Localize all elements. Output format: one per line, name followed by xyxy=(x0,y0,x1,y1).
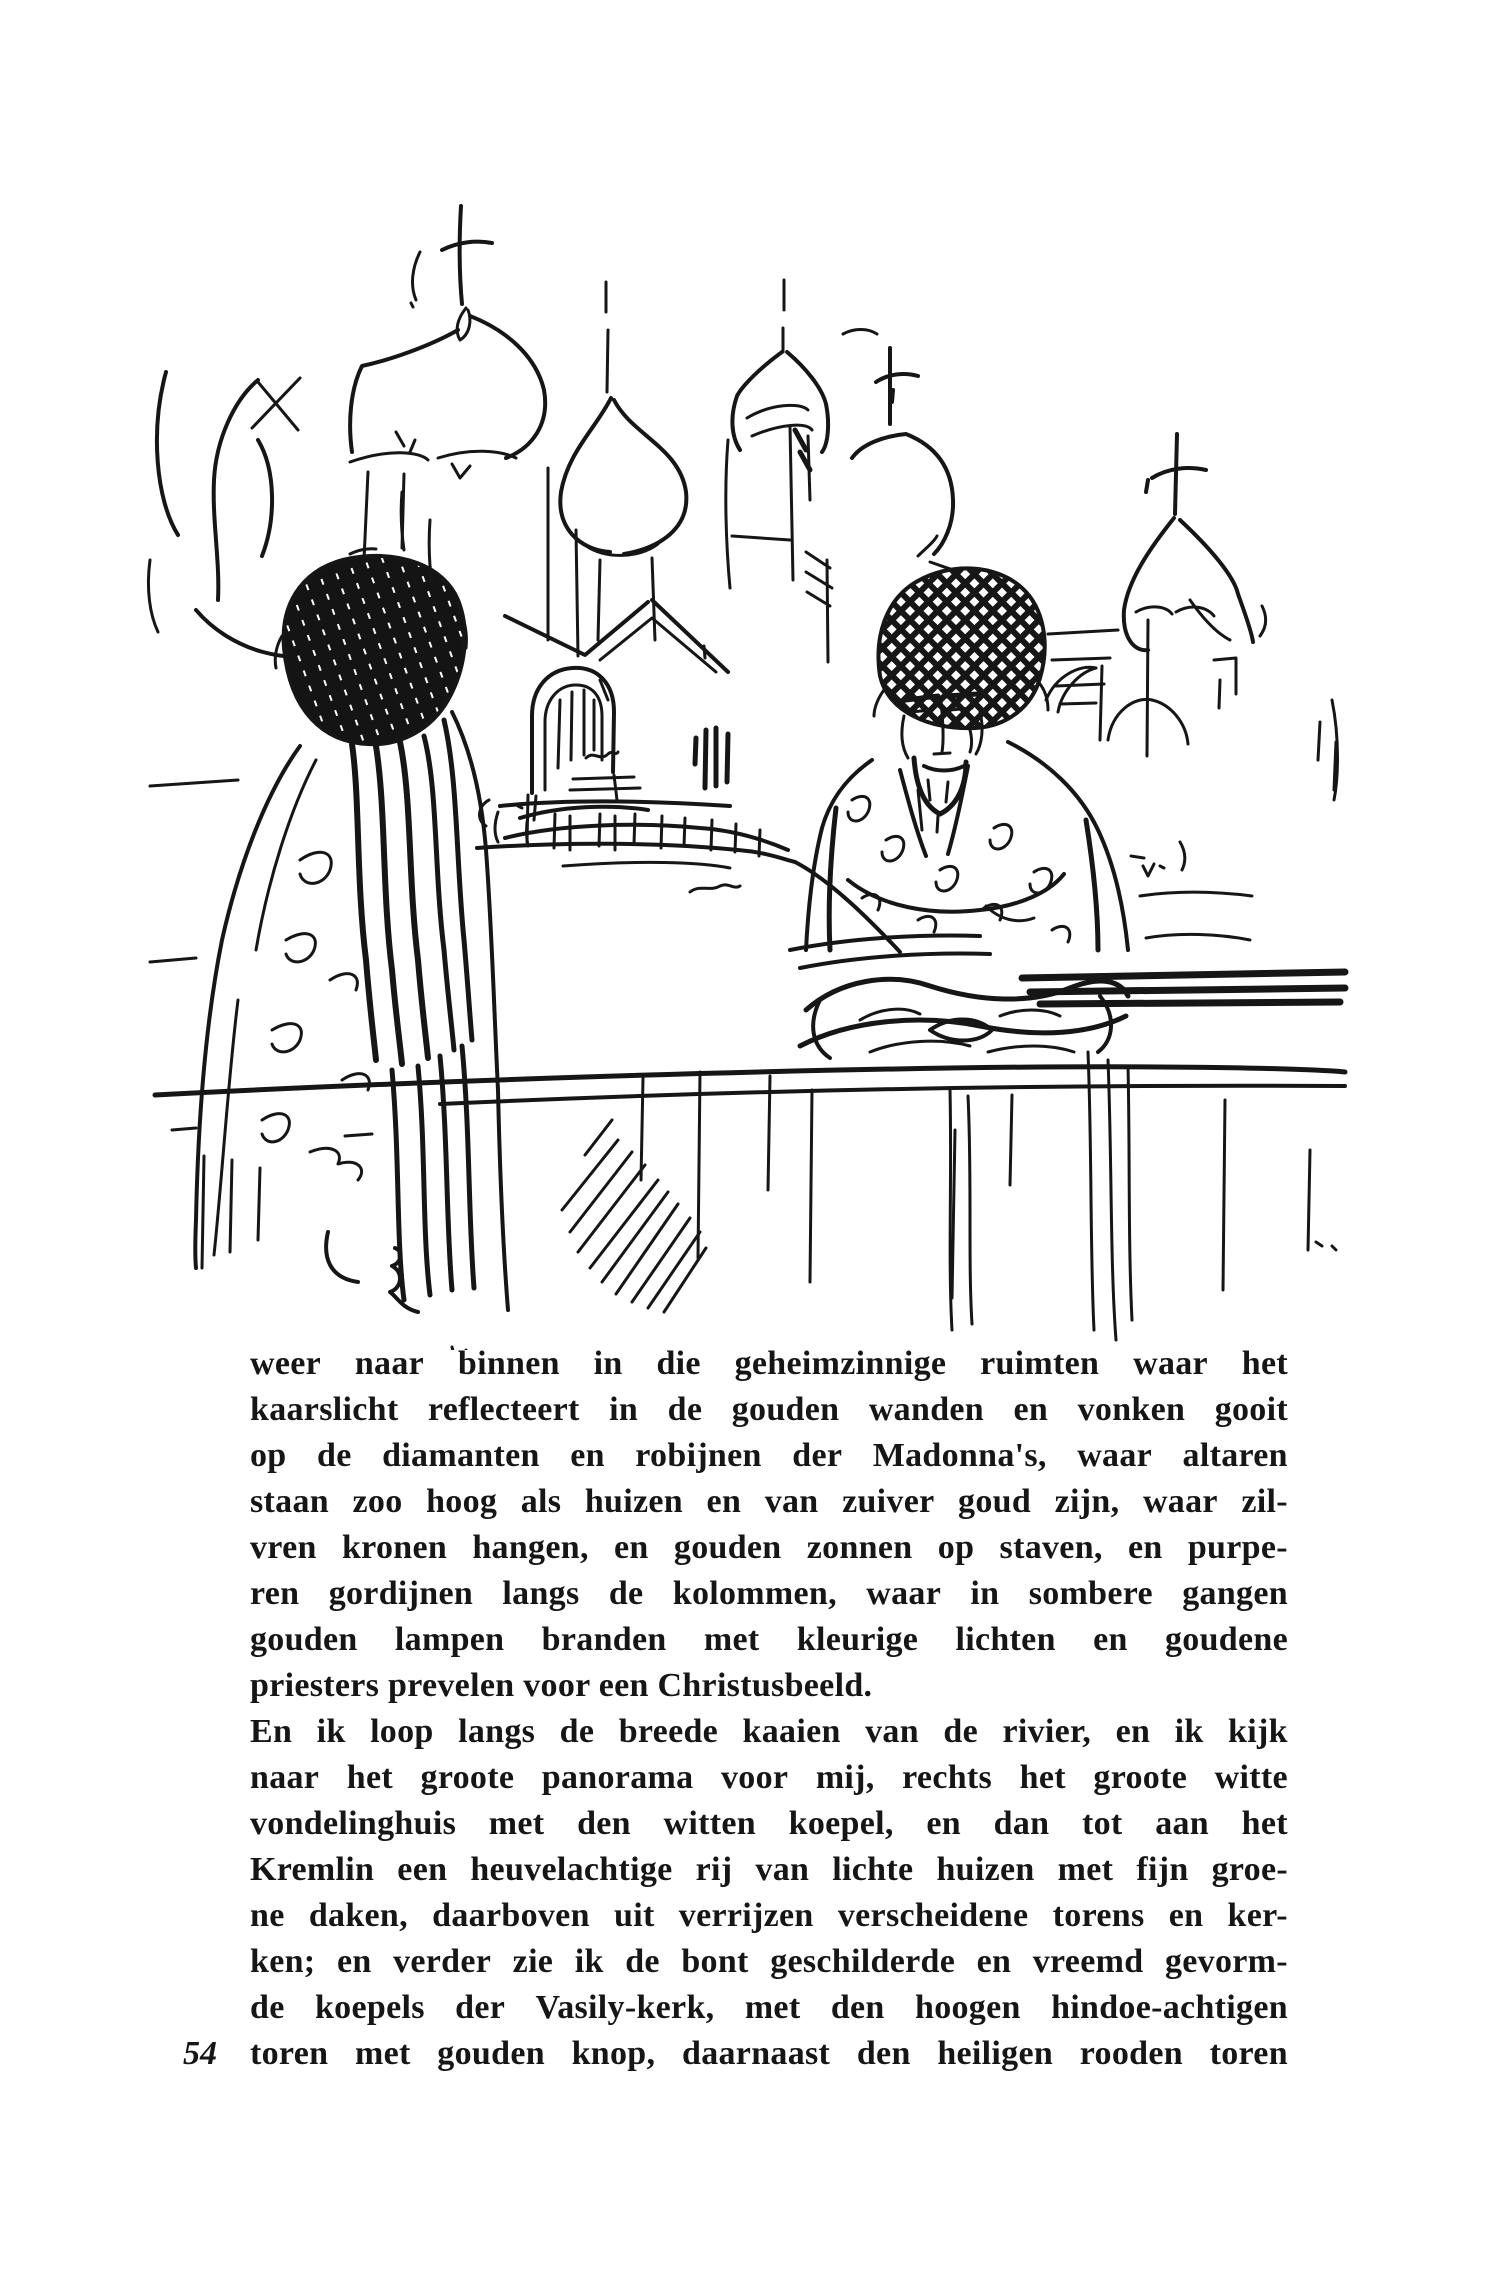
word: zoo xyxy=(352,1483,403,1520)
word: breede xyxy=(618,1713,719,1750)
word: rechts xyxy=(902,1759,993,1796)
word: ken; xyxy=(250,1943,316,1980)
word: fijn xyxy=(1136,1851,1189,1888)
word: zie xyxy=(512,1943,554,1980)
word: den xyxy=(577,1805,631,1842)
word: van xyxy=(865,1713,919,1750)
text-line xyxy=(250,1939,1288,1985)
page-number: 54 xyxy=(183,2035,217,2072)
word: rij xyxy=(695,1851,733,1888)
text-line xyxy=(250,1525,1288,1571)
word: en xyxy=(1093,1621,1128,1658)
word: in xyxy=(593,1345,623,1382)
word: kleurige xyxy=(796,1621,919,1658)
word: en xyxy=(706,1483,742,1520)
word: de xyxy=(625,1943,660,1980)
word: En xyxy=(250,1713,293,1750)
text-line: priesters prevelen voor een Christusbeeld. xyxy=(250,1667,873,1704)
word: langs xyxy=(458,1713,536,1750)
word: geschilderde xyxy=(770,1943,956,1980)
text-block xyxy=(250,1341,1288,2077)
word: gordijnen xyxy=(328,1575,474,1612)
word: voor xyxy=(720,1759,789,1796)
word: goud xyxy=(958,1483,1032,1520)
word: verscheidene xyxy=(837,1897,1029,1934)
word: zuiver xyxy=(842,1483,935,1520)
word: kijk xyxy=(1228,1713,1288,1750)
word: zijn, xyxy=(1054,1483,1120,1520)
word: tot xyxy=(1081,1805,1123,1842)
text-line xyxy=(250,1755,1288,1801)
text-line xyxy=(250,1571,1288,1617)
word: naar xyxy=(354,1345,425,1382)
word: geheimzinnige xyxy=(734,1345,947,1382)
text-line xyxy=(250,1617,1288,1663)
word: witten xyxy=(663,1805,756,1842)
word: gouden xyxy=(437,2035,545,2072)
word: torens xyxy=(1052,1897,1145,1934)
word: goudene xyxy=(1164,1621,1288,1658)
word: in xyxy=(970,1575,1000,1612)
word: den xyxy=(830,1989,885,2026)
word: verder xyxy=(393,1943,492,1980)
word: het xyxy=(1019,1759,1066,1796)
word: groote xyxy=(420,1759,515,1796)
word: met xyxy=(488,1805,545,1842)
word: met xyxy=(703,1621,760,1658)
word: lichten xyxy=(955,1621,1056,1658)
text-line xyxy=(250,1801,1288,1847)
word: waar xyxy=(1077,1437,1153,1474)
word: der xyxy=(455,1989,506,2026)
word: langs xyxy=(502,1575,580,1612)
word: sombere xyxy=(1028,1575,1153,1612)
text-line xyxy=(250,1709,1288,1755)
word: heiligen xyxy=(937,2035,1054,2072)
word: die xyxy=(656,1345,701,1382)
word: ik xyxy=(316,1713,346,1750)
text-line xyxy=(250,1847,1288,1893)
word: en xyxy=(570,1437,605,1474)
text-line xyxy=(250,1433,1288,1479)
word: naar xyxy=(250,1759,320,1796)
word: van xyxy=(764,1483,819,1520)
word: het xyxy=(346,1759,393,1796)
word: altaren xyxy=(1182,1437,1288,1474)
text-line xyxy=(250,2031,1288,2077)
word: de xyxy=(317,1437,352,1474)
word: hindoe-achtigen xyxy=(1051,1989,1288,2026)
word: uit xyxy=(614,1897,655,1934)
word: en xyxy=(1115,1713,1151,1750)
word: ren xyxy=(250,1575,300,1612)
word: met xyxy=(354,2035,411,2072)
paragraph-2 xyxy=(250,1709,1288,2077)
word: Madonna's, xyxy=(872,1437,1047,1474)
word: huizen xyxy=(584,1483,683,1520)
word: het xyxy=(1241,1345,1288,1382)
word: de xyxy=(667,1391,703,1428)
text-line xyxy=(250,1479,1288,1525)
text-line xyxy=(250,1387,1288,1433)
word: dan xyxy=(993,1805,1050,1842)
church-tower-group xyxy=(477,600,900,952)
word: waar xyxy=(866,1575,942,1612)
word: met xyxy=(1057,1851,1114,1888)
word: en xyxy=(926,1805,961,1842)
word: en xyxy=(1168,1897,1204,1934)
word: mij, xyxy=(815,1759,875,1796)
word: gouden xyxy=(731,1391,840,1428)
word: de xyxy=(608,1575,644,1612)
word: huizen xyxy=(936,1851,1035,1888)
word: weer xyxy=(250,1345,322,1382)
word: met xyxy=(744,1989,801,2026)
illustration-sketch xyxy=(140,150,1350,1350)
word: de xyxy=(559,1713,595,1750)
word: daken, xyxy=(308,1897,408,1934)
word: lichte xyxy=(832,1851,914,1888)
word: het xyxy=(1241,1805,1288,1842)
word: gouden xyxy=(250,1621,358,1658)
word: ik xyxy=(1174,1713,1204,1750)
word: als xyxy=(520,1483,562,1520)
word: waar xyxy=(1133,1345,1208,1382)
word: ruimten xyxy=(980,1345,1100,1382)
word: hangen, xyxy=(472,1529,589,1566)
word: gevorm- xyxy=(1164,1943,1288,1980)
word: en xyxy=(1127,1529,1163,1566)
word: gangen xyxy=(1182,1575,1288,1612)
word: Kremlin xyxy=(250,1851,375,1888)
word: op xyxy=(937,1529,975,1566)
word: en xyxy=(1013,1391,1049,1428)
word: panorama xyxy=(541,1759,694,1796)
word: hoog xyxy=(426,1483,498,1520)
word: vonken xyxy=(1077,1391,1186,1428)
word: kolommen, xyxy=(672,1575,837,1612)
word: ne xyxy=(250,1897,285,1934)
word: hoogen xyxy=(914,1989,1021,2026)
word: toren xyxy=(250,2035,329,2072)
word: zonnen xyxy=(806,1529,913,1566)
word: den xyxy=(856,2035,911,2072)
word: diamanten xyxy=(382,1437,540,1474)
word: rivier, xyxy=(1002,1713,1092,1750)
word: vreemd xyxy=(1032,1943,1144,1980)
word: witte xyxy=(1214,1759,1288,1796)
word: ik xyxy=(574,1943,604,1980)
word: gouden xyxy=(673,1529,782,1566)
word: toren xyxy=(1209,2035,1288,2072)
word: van xyxy=(755,1851,810,1888)
word: op xyxy=(250,1437,287,1474)
word: daarboven xyxy=(432,1897,590,1934)
word: in xyxy=(609,1391,639,1428)
word: wanden xyxy=(868,1391,985,1428)
word: verrijzen xyxy=(678,1897,814,1934)
word: zil- xyxy=(1241,1483,1288,1520)
word: en xyxy=(336,1943,372,1980)
paragraph-1 xyxy=(250,1341,1288,1709)
left-figure xyxy=(195,492,508,1312)
word: staven, xyxy=(999,1529,1103,1566)
word: vondelinghuis xyxy=(250,1805,457,1842)
word: ker- xyxy=(1227,1897,1288,1934)
word: rooden xyxy=(1079,2035,1183,2072)
word: kronen xyxy=(341,1529,448,1566)
word: knop, xyxy=(571,2035,656,2072)
word: bont xyxy=(681,1943,749,1980)
word: der xyxy=(792,1437,843,1474)
word: de xyxy=(943,1713,978,1750)
word: Vasily-kerk, xyxy=(535,1989,715,2026)
word: vren xyxy=(250,1529,317,1566)
word: koepels xyxy=(314,1989,425,2026)
word: een xyxy=(397,1851,448,1888)
word: loop xyxy=(370,1713,434,1750)
word: en xyxy=(614,1529,649,1566)
word: kaaien xyxy=(742,1713,841,1750)
word: binnen xyxy=(457,1345,560,1382)
word: aan xyxy=(1155,1805,1209,1842)
word: waar xyxy=(1142,1483,1218,1520)
word: purpe- xyxy=(1187,1529,1288,1566)
word: daarnaast xyxy=(682,2035,831,2072)
word: koepel, xyxy=(788,1805,894,1842)
text-line xyxy=(250,1893,1288,1939)
word: gooit xyxy=(1214,1391,1288,1428)
word: en xyxy=(976,1943,1012,1980)
word: groe- xyxy=(1211,1851,1288,1888)
word: heuvelachtige xyxy=(470,1851,673,1888)
word: de xyxy=(250,1989,285,2026)
word: lampen xyxy=(394,1621,505,1658)
text-line xyxy=(250,1985,1288,2031)
word: robijnen xyxy=(635,1437,762,1474)
text-line xyxy=(250,1341,1288,1387)
word: groote xyxy=(1093,1759,1188,1796)
word: branden xyxy=(541,1621,667,1658)
word: staan xyxy=(250,1483,329,1520)
word: kaarslicht xyxy=(250,1391,399,1428)
ink-drawing xyxy=(140,150,1350,1350)
word: reflecteert xyxy=(427,1391,580,1428)
